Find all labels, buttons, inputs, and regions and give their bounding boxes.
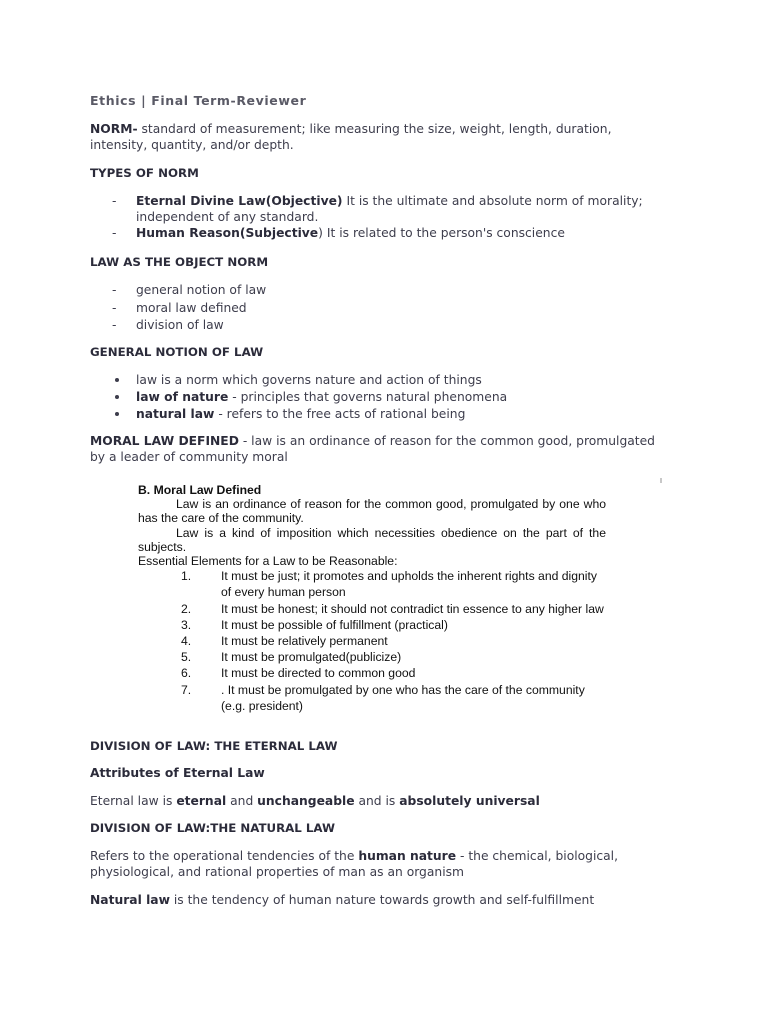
- excerpt-essential-elements: Essential Elements for a Law to be Reasonable:: [138, 554, 398, 569]
- element-continuation: (e.g. president): [221, 698, 303, 713]
- excerpt-heading: B. Moral Law Defined: [138, 483, 262, 497]
- excerpt-paragraph-2: Law is a kind of imposition which necessities obedience on the part of the subjects.: [138, 525, 606, 554]
- norm-term: NORM-: [90, 122, 138, 136]
- list-item-text: - refers to the free acts of rational being: [214, 407, 466, 421]
- norm-text: standard of measurement; like measuring the size, weight, length, duration, intensity, quantity, and/or depth.: [90, 122, 612, 152]
- element-number: 6.: [181, 666, 192, 681]
- element-continuation: of every human person: [221, 585, 346, 600]
- text-segment: is the tendency of human nature towards growth and self-fulfillment: [169, 893, 595, 907]
- bullet-marker: [115, 378, 119, 382]
- law-object-norm-heading: LAW AS THE OBJECT NORM: [90, 255, 269, 269]
- element-text: It must be just; it promotes and upholds the inherent rights and dignity: [221, 569, 597, 584]
- list-item-text: general notion of law: [136, 283, 267, 297]
- text-segment: and: [226, 794, 258, 808]
- bold-term: unchangeable: [257, 794, 355, 808]
- text-segment: Refers to the operational tendencies of the: [90, 849, 359, 863]
- list-item: [90, 372, 670, 389]
- document-title: Ethics | Final Term-Reviewer: [90, 93, 307, 108]
- dash-marker: -: [112, 194, 117, 208]
- natural-law-paragraph-1: [90, 848, 670, 880]
- list-item-text: division of law: [136, 318, 224, 332]
- list-item-term: Eternal Divine Law(Objective): [136, 194, 343, 208]
- moral-law-text: - law is an ordinance of reason for the common good, promulgated by a leader of community moral: [90, 434, 655, 464]
- bold-term: absolutely universal: [399, 794, 540, 808]
- bullet-marker: [115, 395, 119, 399]
- dash-marker: -: [112, 318, 117, 332]
- element-item: [138, 568, 606, 600]
- list-item-term: natural law: [136, 407, 215, 421]
- list-item: [90, 300, 670, 318]
- elements-list: [138, 568, 606, 714]
- list-item: [90, 282, 670, 300]
- types-of-norm-list: [90, 193, 670, 241]
- types-of-norm-heading: TYPES OF NORM: [90, 166, 199, 180]
- element-number: 2.: [181, 601, 192, 616]
- bold-term: human nature: [358, 849, 457, 863]
- list-item: [90, 317, 670, 335]
- law-object-norm-list: [90, 282, 670, 335]
- element-number: 7.: [181, 682, 192, 697]
- text-segment: and is: [354, 794, 400, 808]
- dash-marker: -: [112, 226, 117, 240]
- natural-law-paragraph-2: [90, 892, 670, 908]
- dash-marker: -: [112, 300, 117, 315]
- list-item: [90, 406, 670, 423]
- list-item: [90, 193, 670, 225]
- embedded-excerpt-image: [138, 483, 664, 725]
- eternal-law-heading: DIVISION OF LAW: THE ETERNAL LAW: [90, 739, 338, 753]
- element-item: [138, 633, 606, 649]
- element-item: [138, 665, 606, 681]
- general-notion-list: [90, 372, 670, 423]
- element-item: [138, 682, 606, 714]
- list-item: [90, 225, 670, 241]
- element-item: [138, 601, 606, 617]
- element-number: 3.: [181, 617, 192, 632]
- element-text: It must be relatively permanent: [221, 634, 388, 649]
- excerpt-paragraph-1: Law is an ordinance of reason for the common good, promulgated by one who has the care of the community.: [138, 497, 606, 526]
- list-item-term: law of nature: [136, 390, 229, 404]
- list-item-text: moral law defined: [136, 300, 247, 315]
- list-item-text: ) It is related to the person's conscience: [318, 226, 565, 240]
- list-item-text: - principles that governs natural phenomena: [228, 390, 508, 404]
- element-text: It must be promulgated(publicize): [221, 650, 402, 665]
- list-item-text: law is a norm which governs nature and action of things: [136, 373, 482, 387]
- element-number: 4.: [181, 634, 192, 649]
- element-number: 5.: [181, 650, 192, 665]
- element-text: It must be honest; it should not contradict tin essence to any higher law: [221, 601, 604, 616]
- natural-law-heading: DIVISION OF LAW:THE NATURAL LAW: [90, 821, 336, 835]
- element-item: [138, 649, 606, 665]
- general-notion-heading: GENERAL NOTION OF LAW: [90, 345, 264, 359]
- dash-marker: -: [112, 283, 117, 297]
- bold-term: Natural law: [90, 893, 170, 907]
- bullet-marker: [115, 412, 119, 416]
- excerpt-content: [138, 483, 606, 714]
- list-item: [90, 389, 670, 406]
- norm-definition: [90, 121, 670, 153]
- element-number: 1.: [181, 569, 192, 584]
- text-segment: - the chemical, biological, physiological, and rational properties of man as an organism: [90, 849, 618, 879]
- element-item: [138, 617, 606, 633]
- moral-law-term: MORAL LAW DEFINED: [90, 434, 239, 448]
- attributes-heading: Attributes of Eternal Law: [90, 766, 265, 780]
- list-item-text: It is the ultimate and absolute norm of morality; independent of any standard.: [136, 194, 643, 224]
- element-text: It must be possible of fulfillment (practical): [221, 617, 448, 632]
- element-text: It must be directed to common good: [221, 666, 416, 681]
- text-segment: Eternal law is: [90, 794, 177, 808]
- eternal-law-paragraph: [90, 793, 670, 809]
- element-text: . It must be promulgated by one who has the care of the community: [221, 682, 585, 697]
- list-item-term: Human Reason(Subjective: [136, 226, 319, 240]
- bold-term: eternal: [176, 794, 227, 808]
